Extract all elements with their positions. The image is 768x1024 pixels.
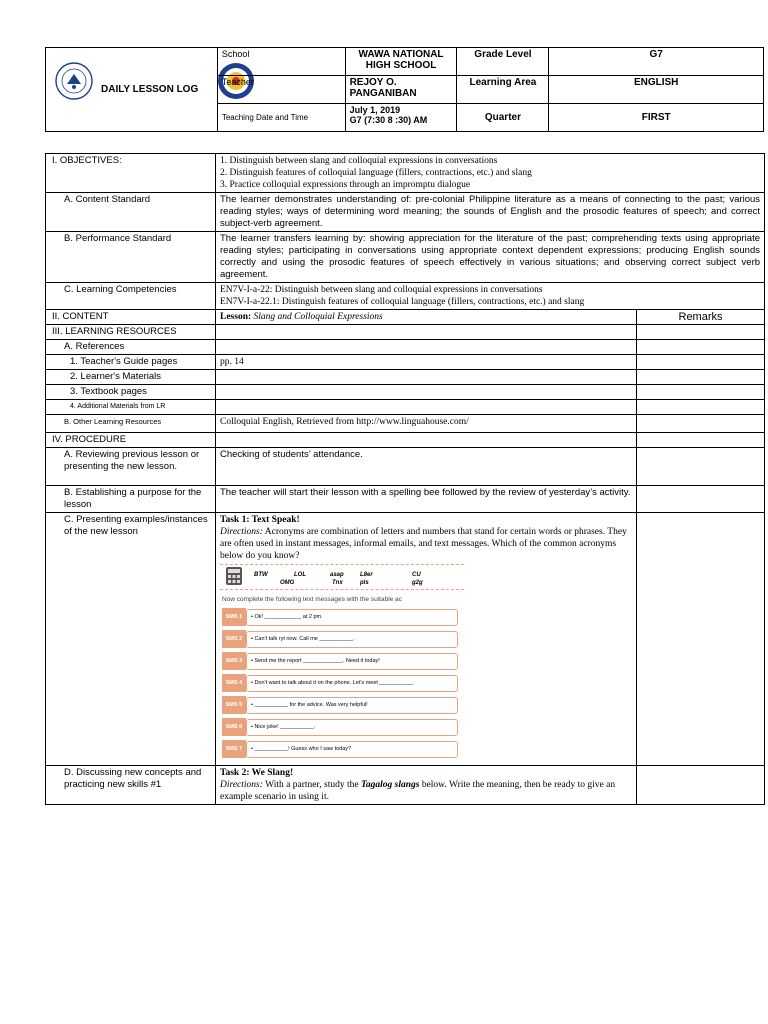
performance-standard-row: B. Performance Standard The learner transfers learning by: showing appreciation for the literature of the past; comprehending texts using appropriate reading styles; participating in conversations using appropriate context dependent expressions; producing English sounds correctly and using the prosodic features of speech effectively in various situations; and observing correct subject verb agreement. (46, 232, 765, 283)
content-standard-text: The learner demonstrates understanding of: pre-colonial Philippine literature as a means of connecting to the past; various reading styles; ways of determining word meaning; the sounds of English and the prosodic features of speech; and correct subject-verb agreement. (216, 193, 765, 232)
objectives-row: I. OBJECTIVES: 1. Distinguish between slang and colloquial expressions in conversations 2. Distinguish features of colloquial language (fillers, contractions, etc.) and slang 3. Practice colloquial expressions through an impromptu dialogue (46, 154, 765, 193)
procedure-b-row: B. Establishing a purpose for the lesson The teacher will start their lesson with a spelling bee followed by the review of yesterday’s activity. (46, 486, 765, 513)
sms-row: SMS 6 • Nice joke! ___________. (222, 718, 458, 736)
procedure-a-row: A. Reviewing previous lesson or presenting the new lesson. Checking of students’ attendance. (46, 448, 765, 486)
school-label: School (217, 48, 345, 76)
date-label: Teaching Date and Time (217, 104, 345, 132)
objectives-list: 1. Distinguish between slang and colloquial expressions in conversations 2. Distinguish features of colloquial language (fillers, contractions, etc.) and slang 3. Practice colloquial expressions through an impromptu dialogue (216, 154, 765, 193)
school-value: WAWA NATIONAL HIGH SCHOOL (345, 48, 457, 76)
teacher-value: REJOY O. PANGANIBAN (345, 76, 457, 104)
competencies-row: C. Learning Competencies EN7V-I-a-22: Distinguish between slang and colloquial expressions in conversations EN7V-I-a-22.1: Distinguish features of colloquial language (fillers, contractions, etc.) and slang (46, 283, 765, 310)
date-value: July 1, 2019 G7 (7:30 8 :30) AM (345, 104, 457, 132)
other-resources: Colloquial English, Retrieved from http://www.linguahouse.com/ (216, 415, 637, 433)
sms-row: SMS 1 • Ok! ____________ at 2 pm. (222, 608, 458, 626)
procedure-d-row: D. Discussing new concepts and practicing new skills #1 Task 2: We Slang! Directions: With a partner, study the Tagalog slangs below. Write the meaning, then be ready to give an example scenario in using it. (46, 766, 765, 805)
sms-row: SMS 2 • Can't talk ryt now. Call me ___________. (222, 630, 458, 648)
teacher-label: Teacher (217, 76, 345, 104)
quarter-value: FIRST (549, 104, 764, 132)
procedure-c-row: C. Presenting examples/instances of the new lesson Task 1: Text Speak! Directions: Acronyms are combination of letters and numbers that stand for certain words or phrases. They are often used in instant messages, informal emails, and text messages. Which of the common acronyms below do you know? BTW LOL asap L8er CU OMG Tnx pls g2g Now complete the following text messages with the suitable ac SMS 1 • Ok! ____________ at 2 pm. SMS 2 • Can't talk ryt now. Call me ___________. SMS 3 • Send me the report _____________. Need it today! SMS 4 • Don't want to talk about it on the phone. Let's meet ___________ SMS 5 • ___________ for the advice. Was very helpful! SMS 6 • Nice joke! ___________. SMS 7 • ___________! Guess who I saw today? (46, 513, 765, 766)
area-value: ENGLISH (549, 76, 764, 104)
grade-label: Grade Level (457, 48, 549, 76)
lesson-title: Lesson: Slang and Colloquial Expressions (216, 310, 637, 325)
content-row: II. CONTENT Lesson: Slang and Colloquial Expressions Remarks (46, 310, 765, 325)
log-title: DAILY LESSON LOG (46, 48, 218, 132)
tg-pages: pp. 14 (216, 355, 637, 370)
content-standard-row: A. Content Standard The learner demonstrates understanding of: pre-colonial Philippine literature as a means of connecting to the past; various reading styles; ways of determining word meaning; the sounds of English and the prosodic features of speech; and correct subject-verb agreement. (46, 193, 765, 232)
quarter-label: Quarter (457, 104, 549, 132)
remarks-header: Remarks (637, 310, 765, 325)
sms-worksheet: BTW LOL asap L8er CU OMG Tnx pls g2g Now complete the following text messages with the suitable ac SMS 1 • Ok! ____________ at 2 pm. SMS 2 • Can't talk ryt now. Call me ___________. SMS 3 • Send me the report _____________. Need it today! SMS 4 • Don't want to talk about it on the phone. Let's meet ___________ SMS 5 • ___________ for the advice. Was very helpful! SMS 6 • Nice joke! ___________. SMS 7 • ___________! Guess who I saw today? (220, 564, 464, 764)
lesson-table: I. OBJECTIVES: 1. Distinguish between slang and colloquial expressions in conversations 2. Distinguish features of colloquial language (fillers, contractions, etc.) and slang 3. Practice colloquial expressions through an impromptu dialogue A. Content Standard The learner demonstrates understanding of: pre-colonial Philippine literature as a means of connecting to the past; various reading styles; ways of determining word meaning; the sounds of English and the prosodic features of speech; and correct subject-verb agreement. B. Performance Standard The learner transfers learning by: showing appreciation for the literature of the past; comprehending texts using appropriate reading styles; participating in conversations using appropriate context dependent expressions; producing English sounds correctly and using the prosodic features of speech effectively in various situations; and observing correct subject verb agreement. C. Learning Competencies EN7V-I-a-22: Distinguish between slang and colloquial expressions in conversations EN7V-I-a-22.1: Distinguish features of colloquial language (fillers, contractions, etc.) and slang II. CONTENT Lesson: Slang and Colloquial Expressions Remarks III. LEARNING RESOURCES A. References 1. Teacher's Guide pages pp. 14 2. Learner's Materials 3. Textbook pages 4. Additional Materials from LR B. Other Learning Resources Colloquial English, Retrieved from http://www.linguahouse.com/ IV. PROCEDURE A. Reviewing previous lesson or presenting the new lesson. Checking of students’ attendance. B. Establishing a purpose for the lesson The teacher will start their lesson with a spelling bee followed by the review of yesterday’s activity. C. Presenting examples/instances of the new lesson Task 1: Text Speak! Directions: Acronyms are combination of letters and numbers that stand for certain words or phrases. They are often used in instant messages, informal emails, and text messages. Which of the common acronyms below do you know? BTW LOL asap L8er CU OMG Tnx pls g2g Now complete the following text messages with the suitable ac SMS 1 • Ok! ____________ at 2 pm. SMS 2 • Can't talk ryt now. Call me ___________. SMS 3 • Send me the report _____________. Need it today! SMS 4 • Don't want to talk about it on the phone. Let's meet ___________ SMS 5 • ___________ for the advice. Was very helpful! SMS 6 • Nice joke! ___________. SMS 7 • ___________! Guess who I saw today? D. Discussing new concepts and practicing new skills #1 Task 2: We Slang! Directions: With a partner, study the Tagalog slangs below. Write the meaning, then be ready to give an example scenario in using it. (45, 153, 765, 805)
header-table (45, 47, 764, 132)
sms-row: SMS 4 • Don't want to talk about it on the phone. Let's meet ___________ (222, 674, 458, 692)
task1-title: Task 1: Text Speak! (220, 515, 300, 525)
competencies-text: EN7V-I-a-22: Distinguish between slang and colloquial expressions in conversations EN7V-I-a-22.1: Distinguish features of colloquial language (fillers, contractions, etc.) and slang (216, 283, 765, 310)
grade-value: G7 (549, 48, 764, 76)
performance-standard-text: The learner transfers learning by: showing appreciation for the literature of the past; comprehending texts using appropriate reading styles; participating in conversations using appropriate context dependent expressions; producing English sounds correctly and using the prosodic features of speech effectively in various situations; and observing correct subject verb agreement. (216, 232, 765, 283)
sms-row: SMS 5 • ___________ for the advice. Was very helpful! (222, 696, 458, 714)
task2-title: Task 2: We Slang! (220, 768, 294, 778)
task1-directions: Directions: Acronyms are combination of letters and numbers that stand for certain words or phrases. They are often used in instant messages, informal emails, and text messages. Which of the common acronyms below do you know? (220, 527, 627, 561)
sms-instruction: Now complete the following text messages with the suitable ac (222, 596, 402, 603)
sms-row: SMS 3 • Send me the report _____________. Need it today! (222, 652, 458, 670)
sms-row: SMS 7 • ___________! Guess who I saw today? (222, 740, 458, 758)
area-label: Learning Area (457, 76, 549, 104)
task2-directions: Directions: With a partner, study the Tagalog slangs below. Write the meaning, then be ready to give an example scenario in using it. (220, 780, 616, 802)
